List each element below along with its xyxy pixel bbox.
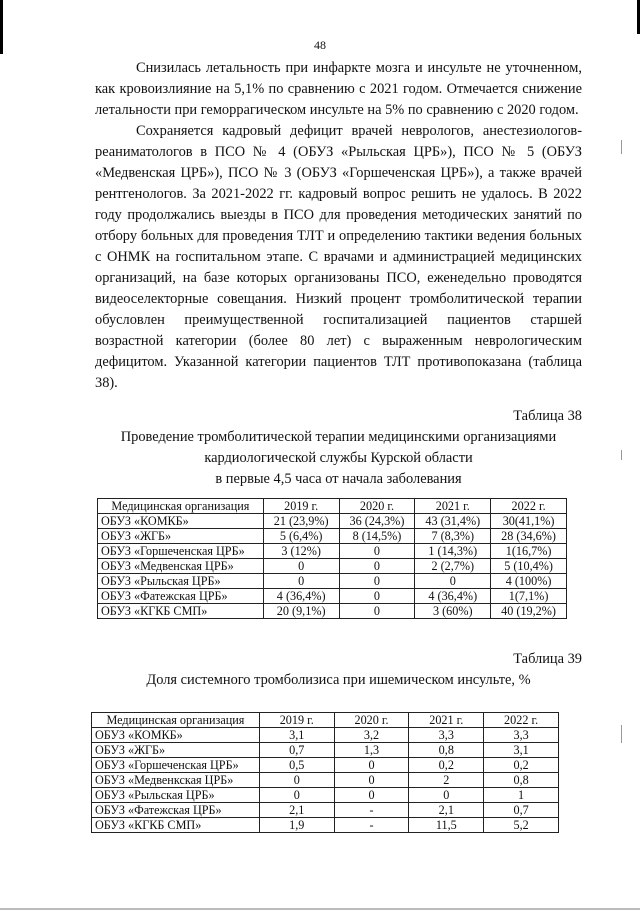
value-cell: 4 (36,4%) <box>415 589 491 604</box>
value-cell: 36 (24,3%) <box>339 514 415 529</box>
value-cell: 2,1 <box>259 803 334 818</box>
value-cell: 3 (60%) <box>415 604 491 619</box>
table-row <box>98 604 567 619</box>
value-cell: 1,3 <box>334 743 409 758</box>
column-header: 2021 г. <box>415 499 491 514</box>
value-cell: 0,2 <box>484 758 559 773</box>
table-row <box>92 818 559 833</box>
organization-cell: ОБУЗ «Рыльская ЦРБ» <box>92 788 260 803</box>
value-cell: 3,1 <box>259 728 334 743</box>
column-header: Медицинская организация <box>98 499 264 514</box>
value-cell: 40 (19,2%) <box>491 604 567 619</box>
value-cell: 28 (34,6%) <box>491 529 567 544</box>
value-cell: 2 (2,7%) <box>415 559 491 574</box>
organization-cell: ОБУЗ «КГКБ СМП» <box>92 818 260 833</box>
organization-cell: ОБУЗ «Медвенкская ЦРБ» <box>92 773 260 788</box>
table-row <box>98 514 567 529</box>
value-cell: 0 <box>339 544 415 559</box>
value-cell: 0,2 <box>409 758 484 773</box>
value-cell: 4 (100%) <box>491 574 567 589</box>
table-38-title <box>95 427 582 490</box>
column-header: 2022 г. <box>491 499 567 514</box>
scan-mark <box>621 140 622 154</box>
value-cell: 3,3 <box>409 728 484 743</box>
table-header-row <box>98 499 567 514</box>
column-header: 2019 г. <box>263 499 339 514</box>
value-cell: 0 <box>259 788 334 803</box>
value-cell: 1(7,1%) <box>491 589 567 604</box>
table-39-title: Доля системного тромболизиса при ишемическом инсульте, % <box>146 672 531 688</box>
organization-cell: ОБУЗ «Фатежская ЦРБ» <box>98 589 264 604</box>
organization-cell: ОБУЗ «КГКБ СМП» <box>98 604 264 619</box>
organization-cell: ОБУЗ «ЖГБ» <box>92 743 260 758</box>
value-cell: 0 <box>409 788 484 803</box>
scan-edge-bottom <box>0 908 640 910</box>
table-row <box>98 529 567 544</box>
value-cell: 11,5 <box>409 818 484 833</box>
value-cell: 0 <box>339 559 415 574</box>
value-cell: 7 (8,3%) <box>415 529 491 544</box>
table-38-title-line: кардиологической службы Курской области <box>204 450 473 466</box>
value-cell: 1 (14,3%) <box>415 544 491 559</box>
value-cell: 3,2 <box>334 728 409 743</box>
column-header: 2020 г. <box>334 713 409 728</box>
value-cell: 0 <box>339 604 415 619</box>
paragraph-staffing: Сохраняется кадровый дефицит врачей неврологов, анестезиологов-реаниматологов в ПСО № 4 (ОБУЗ «Рыльская ЦРБ»), ПСО № 5 (ОБУЗ «Медвенская ЦРБ»), ПСО № 3 (ОБУЗ «Горшеченская ЦРБ»), а также врачей рентгенологов. За 2021-2022 гг. кадровый вопрос решить не удалось. В 2022 году продолжались выезды в ПСО для проведения методических занятий по отбору больных для проведения ТЛТ и определению тактики ведения больных с ОНМК на госпитальном этапе. С врачами и администрацией медицинских организаций, на базе которых организованы ПСО, еженедельно проводятся видеоселекторные совещания. Низкий процент тромболитической терапии обусловлен преимущественной госпитализацией пациентов старшей возрастной категории (более 80 лет) с выраженным неврологическим дефицитом. Указанной категории пациентов ТЛТ противопоказана (таблица 38). <box>95 123 582 391</box>
value-cell: 0 <box>415 574 491 589</box>
organization-cell: ОБУЗ «ЖГБ» <box>98 529 264 544</box>
value-cell: 1(16,7%) <box>491 544 567 559</box>
value-cell: 8 (14,5%) <box>339 529 415 544</box>
organization-cell: ОБУЗ «Фатежская ЦРБ» <box>92 803 260 818</box>
value-cell: 4 (36,4%) <box>263 589 339 604</box>
value-cell: 3,3 <box>484 728 559 743</box>
value-cell: - <box>334 818 409 833</box>
value-cell: 0 <box>263 574 339 589</box>
table-row <box>92 788 559 803</box>
value-cell: 3 (12%) <box>263 544 339 559</box>
value-cell: 0 <box>259 773 334 788</box>
table-38 <box>97 498 567 619</box>
scan-mark <box>621 450 622 460</box>
page-number: 48 <box>314 38 326 52</box>
value-cell: 0 <box>334 788 409 803</box>
value-cell: 0 <box>339 574 415 589</box>
table-39-caption: Таблица 39 <box>513 651 582 667</box>
organization-cell: ОБУЗ «КОМКБ» <box>98 514 264 529</box>
paragraph-mortality: Снизилась летальность при инфаркте мозга и инсульте не уточненном, как кровоизлияние на 5,1% по сравнению с 2021 годом. Отмечается снижение летальности при геморрагическом инсульте на 5% по сравнению с 2020 годом. <box>95 60 582 118</box>
value-cell: 20 (9,1%) <box>263 604 339 619</box>
value-cell: 21 (23,9%) <box>263 514 339 529</box>
value-cell: 0 <box>334 758 409 773</box>
value-cell: 5 (6,4%) <box>263 529 339 544</box>
organization-cell: ОБУЗ «Рыльская ЦРБ» <box>98 574 264 589</box>
table-header-row <box>92 713 559 728</box>
table-row <box>98 544 567 559</box>
value-cell: 0 <box>263 559 339 574</box>
table-row <box>98 559 567 574</box>
table-38-title-line: Проведение тромболитической терапии медицинскими организациями <box>120 429 557 445</box>
table-row <box>92 803 559 818</box>
table-row <box>92 758 559 773</box>
value-cell: 0,5 <box>259 758 334 773</box>
table-row <box>92 743 559 758</box>
column-header: 2022 г. <box>484 713 559 728</box>
column-header: 2021 г. <box>409 713 484 728</box>
table-row <box>92 773 559 788</box>
value-cell: 1 <box>484 788 559 803</box>
value-cell: 5,2 <box>484 818 559 833</box>
document-body <box>95 58 582 833</box>
value-cell: 0,7 <box>259 743 334 758</box>
value-cell: 1,9 <box>259 818 334 833</box>
table-38-caption: Таблица 38 <box>513 408 582 424</box>
value-cell: 2 <box>409 773 484 788</box>
value-cell: 0,8 <box>409 743 484 758</box>
table-row <box>92 728 559 743</box>
value-cell: 3,1 <box>484 743 559 758</box>
value-cell: 2,1 <box>409 803 484 818</box>
value-cell: 43 (31,4%) <box>415 514 491 529</box>
organization-cell: ОБУЗ «Горшеченская ЦРБ» <box>98 544 264 559</box>
table-38-title-line: в первые 4,5 часа от начала заболевания <box>215 471 462 487</box>
value-cell: - <box>334 803 409 818</box>
column-header: 2019 г. <box>259 713 334 728</box>
table-39 <box>91 712 559 833</box>
value-cell: 30(41,1%) <box>491 514 567 529</box>
value-cell: 0,8 <box>484 773 559 788</box>
column-header: Медицинская организация <box>92 713 260 728</box>
value-cell: 0 <box>334 773 409 788</box>
value-cell: 5 (10,4%) <box>491 559 567 574</box>
scan-mark <box>621 725 622 743</box>
organization-cell: ОБУЗ «Медвенская ЦРБ» <box>98 559 264 574</box>
column-header: 2020 г. <box>339 499 415 514</box>
value-cell: 0,7 <box>484 803 559 818</box>
table-row <box>98 589 567 604</box>
organization-cell: ОБУЗ «КОМКБ» <box>92 728 260 743</box>
organization-cell: ОБУЗ «Горшеченская ЦРБ» <box>92 758 260 773</box>
table-row <box>98 574 567 589</box>
value-cell: 0 <box>339 589 415 604</box>
